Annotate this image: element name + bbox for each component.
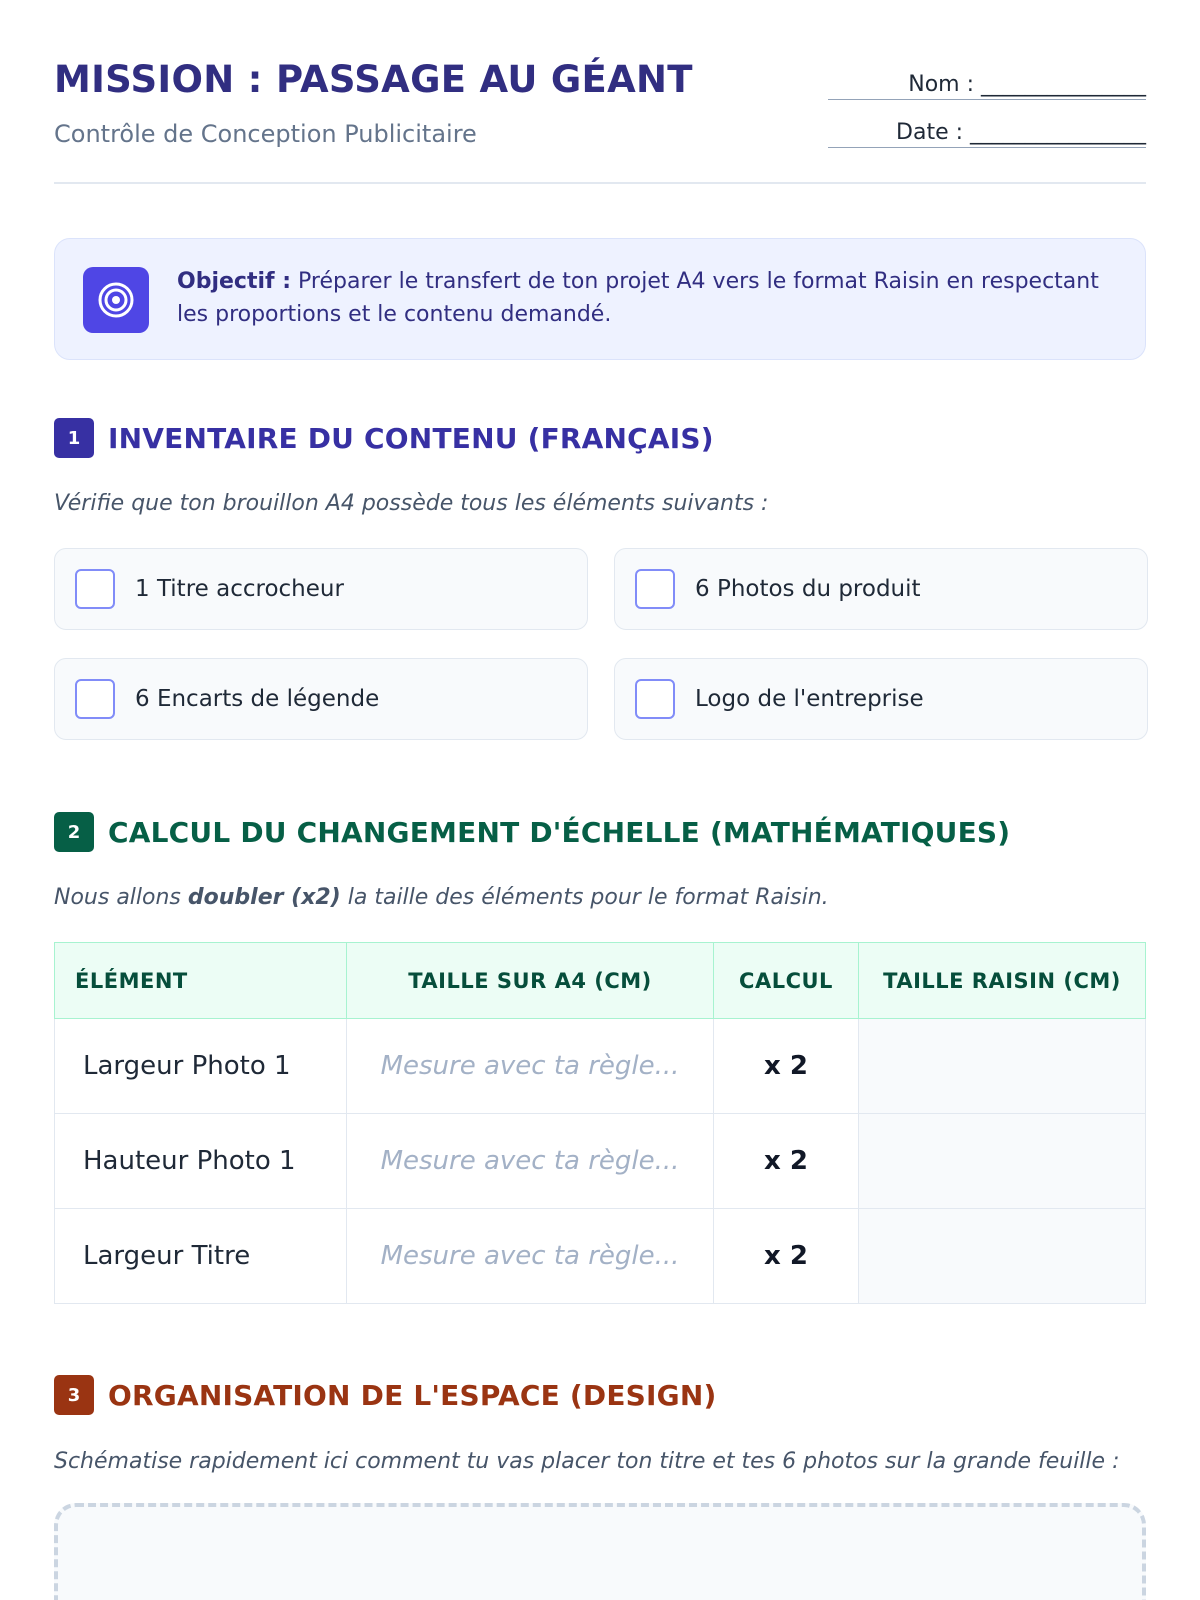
section-1-heading xyxy=(54,418,714,458)
column-header: TAILLE SUR A4 (CM) xyxy=(347,943,714,1019)
checklist-item[interactable] xyxy=(614,548,1148,630)
calc-cell: x 2 xyxy=(714,1114,859,1209)
element-cell: Hauteur Photo 1 xyxy=(55,1114,347,1209)
element-cell: Largeur Photo 1 xyxy=(55,1019,347,1114)
raisin-size-input[interactable] xyxy=(859,1114,1146,1209)
table-header-row xyxy=(55,943,1146,1019)
page-subtitle: Contrôle de Conception Publicitaire xyxy=(54,120,477,148)
checkbox[interactable] xyxy=(635,569,675,609)
column-header: TAILLE RAISIN (CM) xyxy=(859,943,1146,1019)
date-field[interactable]: Date : ________________ xyxy=(828,120,1146,148)
checklist-item[interactable] xyxy=(54,548,588,630)
checklist-item[interactable] xyxy=(614,658,1148,740)
element-cell: Largeur Titre xyxy=(55,1209,347,1304)
checklist-item[interactable] xyxy=(54,658,588,740)
section-title: ORGANISATION DE L'ESPACE (DESIGN) xyxy=(108,1378,717,1412)
section-1-intro: Vérifie que ton brouillon A4 possède tous les éléments suivants : xyxy=(54,491,769,516)
checkbox[interactable] xyxy=(75,569,115,609)
intro-text: Nous allons xyxy=(54,885,188,910)
section-2-intro xyxy=(54,885,829,910)
table-row xyxy=(55,1019,1146,1114)
scale-table xyxy=(54,942,1146,1304)
checklist-label: 6 Encarts de légende xyxy=(135,686,380,712)
name-field[interactable]: Nom : _______________ xyxy=(828,72,1146,100)
objective-text xyxy=(177,265,1117,331)
intro-emphasis: doubler (x2) xyxy=(187,885,341,910)
a4-size-input[interactable]: Mesure avec ta règle... xyxy=(347,1209,714,1304)
objective-label: Objectif : xyxy=(177,269,292,294)
section-3-intro: Schématise rapidement ici comment tu vas placer ton titre et tes 6 photos sur la grande feuille : xyxy=(54,1449,1120,1474)
section-number: 1 xyxy=(54,418,94,458)
section-number: 2 xyxy=(54,812,94,852)
checklist-label: 1 Titre accrocheur xyxy=(135,576,344,602)
target-icon xyxy=(83,267,149,333)
section-title: CALCUL DU CHANGEMENT D'ÉCHELLE (MATHÉMATIQUES) xyxy=(108,815,1011,849)
section-3-heading xyxy=(54,1375,716,1415)
sketch-area[interactable] xyxy=(54,1503,1146,1600)
worksheet-header xyxy=(54,54,1146,184)
calc-cell: x 2 xyxy=(714,1209,859,1304)
checklist-label: 6 Photos du produit xyxy=(695,576,921,602)
a4-size-input[interactable]: Mesure avec ta règle... xyxy=(347,1019,714,1114)
section-2-heading xyxy=(54,812,1010,852)
column-header: CALCUL xyxy=(714,943,859,1019)
a4-size-input[interactable]: Mesure avec ta règle... xyxy=(347,1114,714,1209)
section-title: INVENTAIRE DU CONTENU (FRANÇAIS) xyxy=(108,421,714,455)
table-row xyxy=(55,1114,1146,1209)
objective-box xyxy=(54,238,1146,360)
checklist-label: Logo de l'entreprise xyxy=(695,686,924,712)
objective-description: Préparer le transfert de ton projet A4 vers le format Raisin en respectant les proportions et le contenu demandé. xyxy=(177,269,1099,327)
page-title: MISSION : PASSAGE AU GÉANT xyxy=(54,58,693,101)
checkbox[interactable] xyxy=(635,679,675,719)
raisin-size-input[interactable] xyxy=(859,1019,1146,1114)
checkbox[interactable] xyxy=(75,679,115,719)
section-number: 3 xyxy=(54,1375,94,1415)
intro-text: la taille des éléments pour le format Raisin. xyxy=(340,885,829,910)
calc-cell: x 2 xyxy=(714,1019,859,1114)
table-row xyxy=(55,1209,1146,1304)
column-header: ÉLÉMENT xyxy=(55,943,347,1019)
raisin-size-input[interactable] xyxy=(859,1209,1146,1304)
